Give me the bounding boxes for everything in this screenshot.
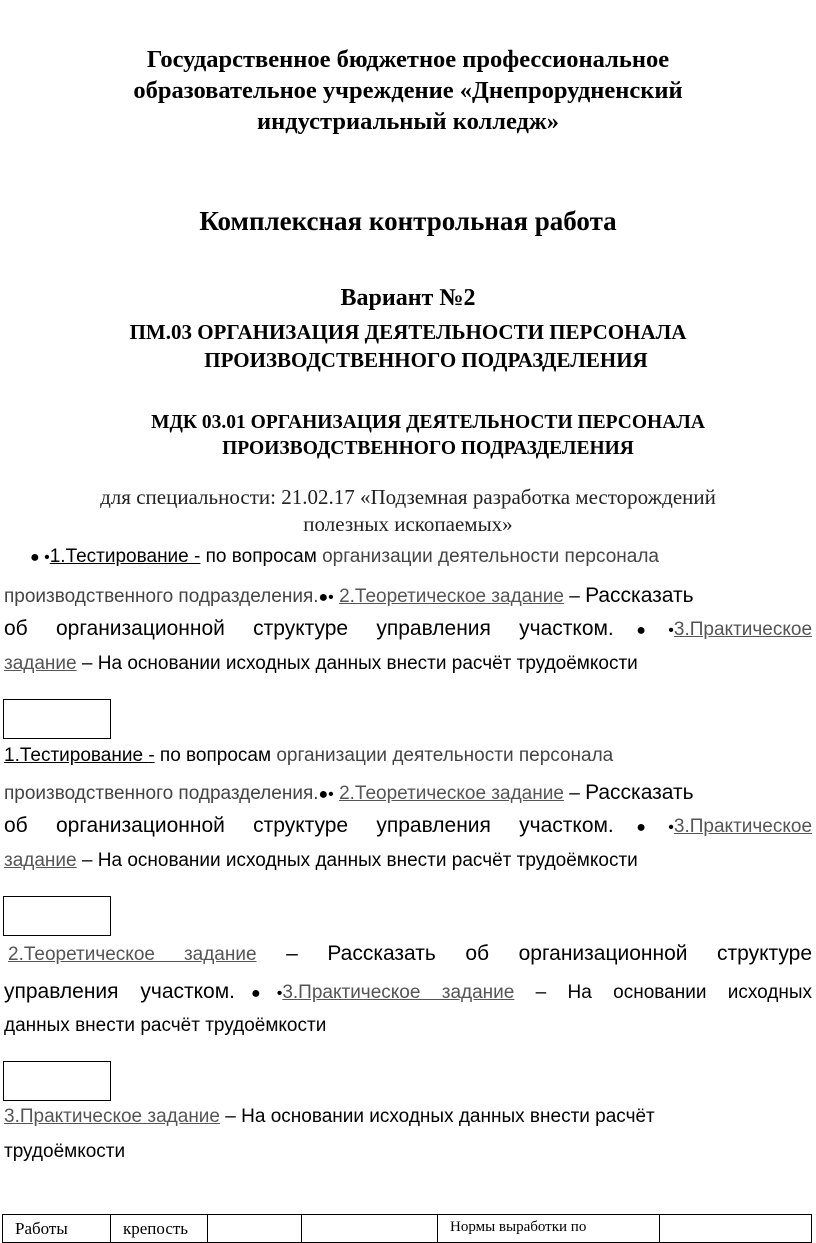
specialty-line-2: полезных ископаемых» [303,512,513,536]
block3-line-2 [4,980,812,1004]
theory-label: 2.Теоретическое задание [339,783,564,804]
empty-box [3,896,111,936]
block4-line-1 [4,1106,812,1128]
theory-dash: – [569,586,580,607]
theory-label: 2.Теоретическое задание [8,944,257,965]
empty-box [3,1061,111,1101]
practice-text-d: трудоёмкости [4,1141,126,1162]
practice-dash: – [225,1106,236,1127]
testing-text-a: по вопросам [200,546,323,567]
practice-text: На основании исходных данных внести расчёт трудоёмкости [97,653,638,674]
block1-line-1 [30,546,816,568]
block2-line-1 [4,745,812,767]
institution-name [0,44,816,137]
block1-line-4 [4,653,812,675]
mdk-line-2: ПРОИЗВОДСТВЕННОГО ПОДРАЗДЕЛЕНИЯ [222,438,634,459]
testing-text-c: производственного подразделения. [4,586,319,607]
practice-label-full: 3.Практическое задание [4,1106,220,1127]
practice-label-full: 3.Практическое задание [282,982,515,1003]
practice-dash: – [81,850,93,871]
theory-text-b: об организационной структуре управления участком. [4,617,614,640]
work-title: Комплексная контрольная работа [199,206,617,236]
bullet-icon: ●• [613,622,674,639]
table-cell: крепость [111,1215,208,1243]
theory-dash: – [569,783,580,804]
table-row [3,1215,812,1243]
norms-table [2,1214,812,1243]
bullet-icon: ●• [318,786,334,803]
theory-text-b: об организационной структуре управления участком. [4,814,614,837]
practice-label-2: задание [4,850,77,871]
theory-text-a: Рассказать [585,584,694,607]
block2-line-3 [4,814,812,838]
practice-text-c: На основании исходных данных внести расчёт [241,1106,655,1127]
variant-title: Вариант №2 [340,285,476,311]
testing-dash: - [148,745,155,766]
practice-label: 3.Практическое [673,619,813,640]
theory-label: 2.Теоретическое задание [339,586,564,607]
theory-dash: – [286,942,298,965]
bullet-icon: ●• [318,589,334,606]
table-cell: Работы [3,1215,111,1243]
practice-dash: – [535,982,547,1003]
pm-line-2: ПРОИЗВОДСТВЕННОГО ПОДРАЗДЕЛЕНИЯ [204,348,648,372]
practice-text-b: данных внести расчёт трудоёмкости [4,1015,327,1036]
mdk-line-1: МДК 03.01 ОРГАНИЗАЦИЯ ДЕЯТЕЛЬНОСТИ ПЕРСОНАЛА [151,412,705,433]
pm-line-1: ПМ.03 ОРГАНИЗАЦИЯ ДЕЯТЕЛЬНОСТИ ПЕРСОНАЛА [129,320,687,344]
specialty-line-1: для специальности: 21.02.17 «Подземная разработка месторождений [100,485,716,509]
practice-text: На основании исходных данных внести расчёт трудоёмкости [97,850,638,871]
testing-text-b: организации деятельности персонала [322,546,659,567]
block2-line-2 [4,781,812,805]
testing-label: 1.Тестирование [49,546,195,567]
bullet-icon: ●• [613,819,674,836]
practice-label: 3.Практическое [673,816,813,837]
table-cell [208,1215,302,1243]
institution-line-1: Государственное бюджетное профессиональное [146,46,670,73]
theory-text-a: Рассказать [585,781,694,804]
block1-line-3 [4,617,812,641]
mdk-title [0,410,816,462]
institution-line-2: образовательное учреждение «Днепрорудненский [133,77,683,104]
block2-line-4 [4,850,812,872]
testing-text-c: производственного подразделения. [4,783,319,804]
practice-label-2: задание [4,653,77,674]
testing-text-b: организации деятельности персонала [276,745,614,766]
practice-text-a: На основании исходных [567,982,813,1003]
theory-text-end: управления участком. [4,980,236,1003]
block1-line-2 [4,584,812,608]
theory-text-full: Рассказать об организационной структуре [327,942,812,965]
pm-title [0,318,816,374]
testing-dash: - [194,546,201,567]
empty-box [3,699,111,739]
institution-line-3: индустриальный колледж» [257,108,559,135]
specialty [0,484,816,538]
block3-line-1 [4,942,812,966]
bullet-icon: ● • [30,549,50,566]
testing-label: 1.Тестирование [4,745,149,766]
testing-text-a: по вопросам [154,745,277,766]
block3-line-3 [4,1015,812,1037]
block4-line-2 [4,1141,812,1163]
table-cell: Нормы выработки по [438,1215,660,1243]
practice-dash: – [81,653,93,674]
table-cell [302,1215,438,1243]
table-cell [660,1215,812,1243]
bullet-icon: ●• [235,985,283,1002]
